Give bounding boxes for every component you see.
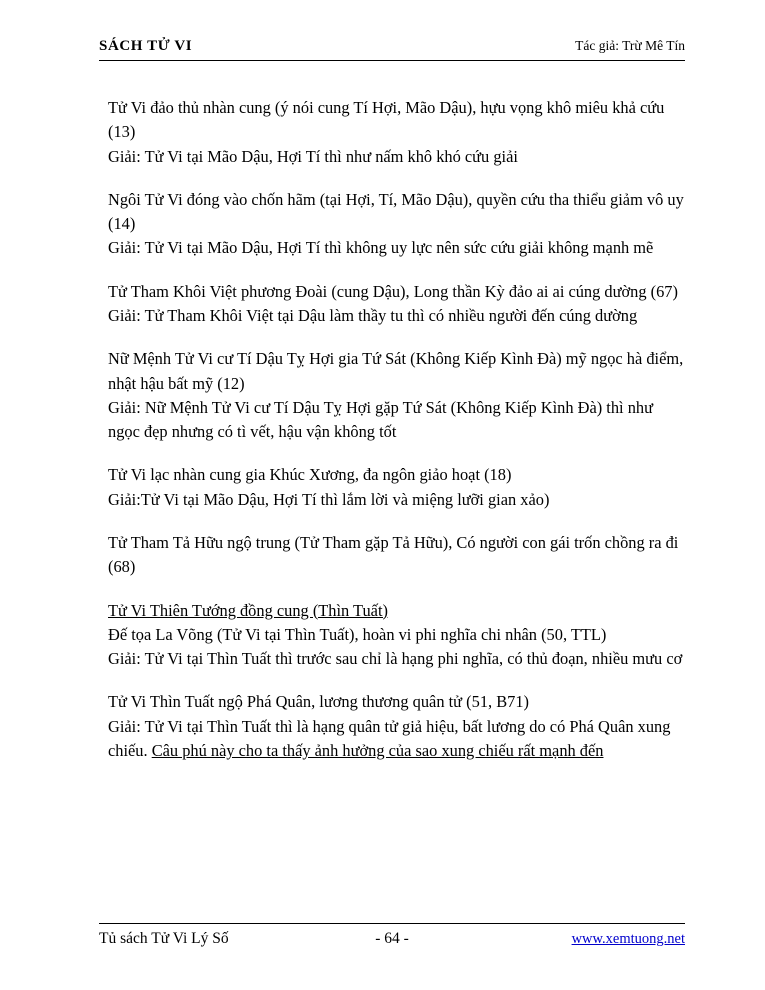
- text-line: Tử Vi Thìn Tuất ngộ Phá Quân, lương thương quân tử (51, B71): [108, 692, 529, 712]
- text-line: Ngôi Tử Vi đóng vào chốn hãm (tại Hợi, Tí, Mão Dậu), quyền cứu tha thiểu giảm vô uy (14): [108, 189, 684, 234]
- paragraph-block-with-heading: [108, 599, 686, 672]
- text-line: Tử Tham Tả Hữu ngộ trung (Tử Tham gặp Tả Hữu), Có người con gái trốn chồng ra đi (68): [108, 532, 679, 577]
- paragraph-block: [108, 690, 686, 763]
- paragraph-block: [108, 96, 686, 169]
- paragraph-block: [108, 280, 686, 329]
- text-run: Giải: Tử Vi tại Thìn Tuất thì là hạng quân tử giả hiệu, bất lương do có Phá Quân xung chiếu.: [108, 716, 671, 760]
- text-line: Giải: Tử Vi tại Mão Dậu, Hợi Tí thì không uy lực nên sức cứu giải không mạnh mẽ: [108, 238, 654, 258]
- paragraph-block: [108, 463, 686, 512]
- page-footer: [99, 923, 685, 948]
- page-number: - 64 -: [375, 930, 409, 947]
- page-header: [99, 38, 685, 61]
- text-line: Tử Vi đảo thủ nhàn cung (ý nói cung Tí Hợi, Mão Dậu), hựu vọng khô miêu khả cứu (13): [108, 98, 665, 142]
- text-line: Đế tọa La Võng (Tử Vi tại Thìn Tuất), hoàn vi phi nghĩa chi nhân (50, TTL): [108, 624, 607, 644]
- text-line: Giải: Tử Vi tại Mão Dậu, Hợi Tí thì như nấm khô khó cứu giải: [108, 146, 518, 166]
- book-title: SÁCH TỬ VI: [99, 38, 193, 54]
- paragraph-block: [108, 531, 686, 580]
- paragraph-block: [108, 188, 686, 261]
- text-line: Giải: Tử Tham Khôi Việt tại Dậu làm thầy tu thì có nhiều người đến cúng dường: [108, 305, 638, 325]
- document-body: [108, 96, 686, 782]
- text-line: Giải: Nữ Mệnh Tử Vi cư Tí Dậu Tỵ Hợi gặp Tứ Sát (Không Kiếp Kình Đà) thì như ngọc đẹp nhưng có tì vết, hậu vận không tốt: [108, 397, 653, 442]
- text-line: Tử Tham Khôi Việt phương Đoài (cung Dậu), Long thần Kỳ đảo ai ai cúng dường (67): [108, 281, 678, 301]
- text-line: [108, 715, 686, 764]
- section-heading: Tử Vi Thiên Tướng đồng cung (Thìn Tuất): [108, 600, 388, 620]
- underlined-text-run: Câu phú này cho ta thấy ảnh hưởng của sao xung chiếu rất mạnh đến: [151, 740, 604, 760]
- text-line: Giải:Tử Vi tại Mão Dậu, Hợi Tí thì lắm lời và miệng lưỡi gian xảo): [108, 489, 550, 509]
- paragraph-block: [108, 347, 686, 444]
- author-line: Tác giả: Trừ Mê Tín: [575, 38, 685, 53]
- text-line: Giải: Tử Vi tại Thìn Tuất thì trước sau chỉ là hạng phi nghĩa, có thủ đoạn, nhiều mưu cơ: [108, 649, 683, 669]
- text-line: Nữ Mệnh Tử Vi cư Tí Dậu Tỵ Hợi gia Tứ Sát (Không Kiếp Kình Đà) mỹ ngọc hà điểm, nhật hậu bất mỹ (12): [108, 349, 684, 393]
- footer-website-link[interactable]: www.xemtuong.net: [571, 931, 685, 947]
- text-line: Tử Vi lạc nhàn cung gia Khúc Xương, đa ngôn giảo hoạt (18): [108, 465, 512, 485]
- footer-publisher: Tủ sách Tử Vi Lý Số: [99, 930, 229, 947]
